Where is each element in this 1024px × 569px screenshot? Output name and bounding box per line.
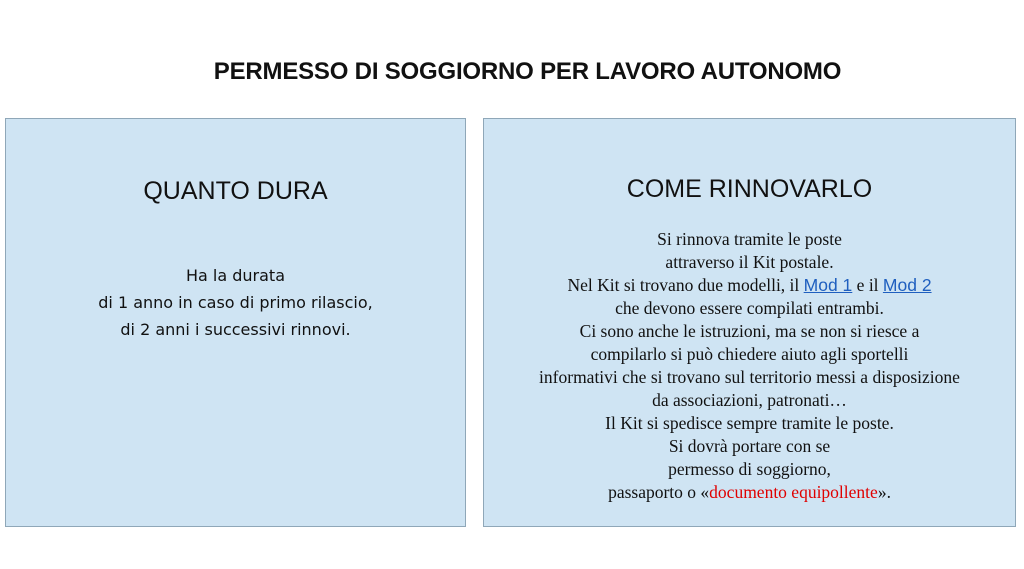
renewal-heading: COME RINNOVARLO [626,175,873,203]
renewal-line-text: ». [877,482,891,502]
duration-line: di 1 anno in caso di primo rilascio, [98,293,373,312]
renewal-line-documents [484,481,1015,504]
renewal-line: che devono essere compilati entrambi. [615,298,884,318]
duration-text [6,262,465,343]
duration-heading: QUANTO DURA [143,177,328,205]
mod-1-link[interactable]: Mod 1 [803,275,853,295]
duration-line: Ha la durata [185,266,285,285]
renewal-line: Si dovrà portare con se [668,436,831,456]
renewal-line: informativi che si trovano sul territorio messi a disposizione [539,367,960,387]
mod-2-link[interactable]: Mod 2 [882,275,932,295]
renewal-line: Il Kit si spedisce sempre tramite le poste. [605,413,894,433]
renewal-line: Ci sono anche le istruzioni, ma se non si riesce a [579,321,920,341]
renewal-line-text: Nel Kit si trovano due modelli, il [567,275,804,295]
renewal-line-models [484,274,1015,297]
renewal-line: Si rinnova tramite le poste [657,229,842,249]
renewal-panel [483,118,1016,527]
duration-panel [5,118,466,527]
renewal-line: compilarlo si può chiedere aiuto agli sportelli [590,344,909,364]
renewal-line: permesso di soggiorno, [668,459,831,479]
duration-line: di 2 anni i successivi rinnovi. [120,320,351,339]
renewal-line: da associazioni, patronati… [652,390,847,410]
renewal-line-text: passaporto o « [608,482,710,502]
renewal-line-text: e il [852,275,883,295]
renewal-line: attraverso il Kit postale. [665,252,834,272]
equivalent-document-highlight: documento equipollente [709,482,878,502]
renewal-text [484,228,1015,504]
page-title: PERMESSO DI SOGGIORNO PER LAVORO AUTONOMO [213,58,842,85]
